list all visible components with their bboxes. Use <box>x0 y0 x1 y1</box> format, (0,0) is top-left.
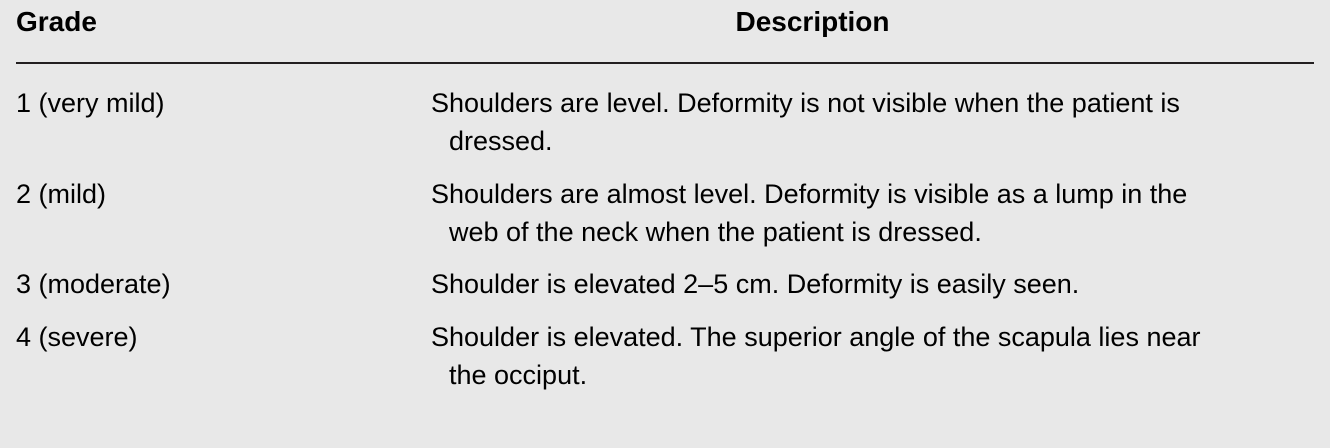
cell-description <box>431 63 1314 175</box>
column-header-grade: Grade <box>16 6 97 37</box>
grade-description-table <box>16 0 1314 408</box>
table-row <box>16 318 1314 409</box>
description-text: Shoulder is elevated 2–5 cm. Deformity is easily seen. <box>431 269 1080 300</box>
table-body <box>16 63 1314 408</box>
table-header-row <box>16 0 1314 63</box>
table-row <box>16 265 1314 317</box>
cell-description <box>431 265 1314 317</box>
description-text: Shoulders are level. Deformity is not visible when the patient is dressed. <box>431 88 1180 157</box>
cell-grade: 3 (moderate) <box>16 269 171 300</box>
table-row <box>16 175 1314 266</box>
cell-grade: 1 (very mild) <box>16 88 165 118</box>
description-text: Shoulders are almost level. Deformity is visible as a lump in the web of the neck when the patient is dressed. <box>431 178 1188 247</box>
cell-description <box>431 318 1314 409</box>
cell-grade: 2 (mild) <box>16 178 107 209</box>
description-text: Shoulder is elevated. The superior angle of the scapula lies near the occiput. <box>431 321 1201 390</box>
table-header <box>16 0 1314 63</box>
cell-grade: 4 (severe) <box>16 321 138 352</box>
cell-description <box>431 175 1314 266</box>
column-header-description: Description <box>735 6 890 37</box>
table-row <box>16 63 1314 175</box>
